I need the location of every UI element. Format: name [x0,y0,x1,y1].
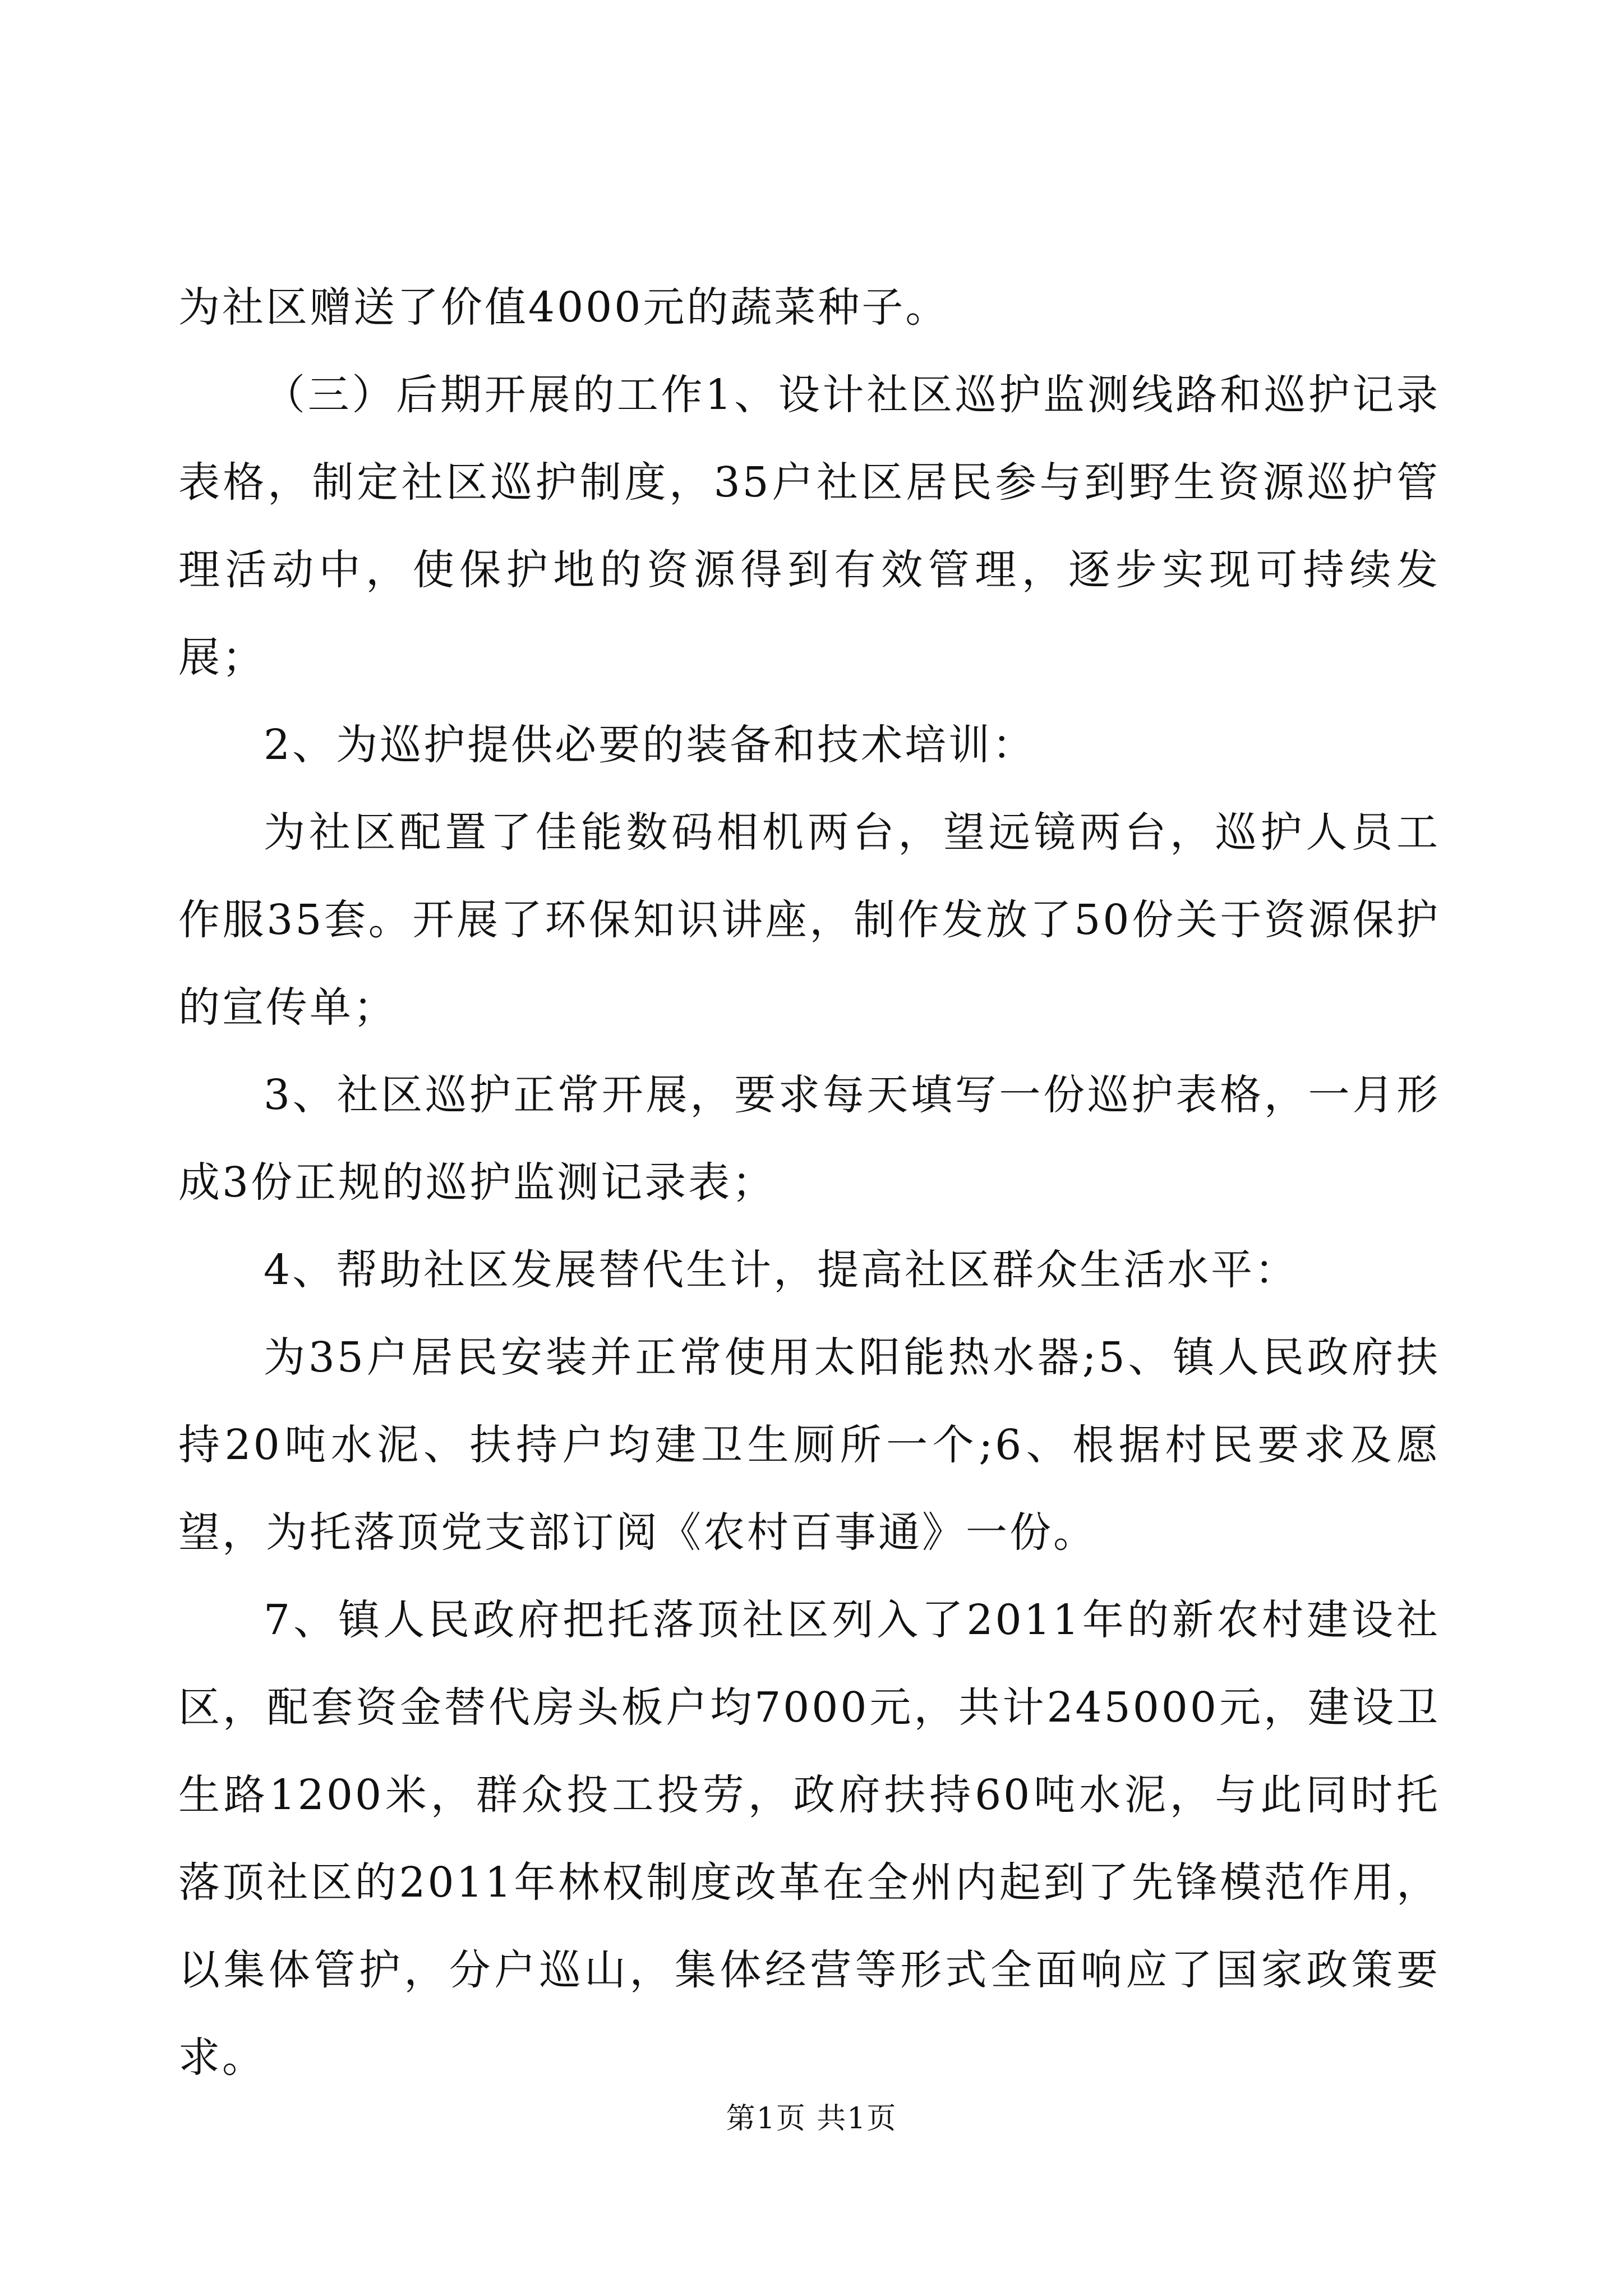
paragraph-3: 2、为巡护提供必要的装备和技术培训： [264,721,1036,769]
paragraph-7: 为35户居民安装并正常使用太阳能热水器;5、镇人民政府扶持20吨水泥、扶持户均建卫生厕所一个;6、根据村民要求及愿望，为托落顶党支部订阅《农村百事通》一份。 [178,1333,1440,1557]
paragraph-6: 4、帮助社区发展替代生计，提高社区群众生活水平： [264,1246,1299,1294]
paragraph-2: （三）后期开展的工作1、设计社区巡护监测线路和巡护记录表格，制定社区巡护制度，35户社区居民参与到野生资源巡护管理活动中，使保护地的资源得到有效管理，逐步实现可持续发展； [178,371,1440,682]
document-body [178,264,1440,2101]
paragraph-5: 3、社区巡护正常开展，要求每天填写一份巡护表格，一月形成3份正规的巡护监测记录表； [178,1071,1440,1207]
paragraph-8: 7、镇人民政府把托落顶社区列入了2011年的新农村建设社区，配套资金替代房头板户均7000元，共计245000元，建设卫生路1200米，群众投工投劳，政府扶持60吨水泥，与此同时托落顶社区的2011年林权制度改革在全州内起到了先锋模范作用，以集体管护，分户巡山，集体经营等形式全面响应了国家政策要求。 [178,1596,1440,2082]
paragraph-1: 为社区赠送了价值4000元的蔬菜种子。 [178,283,949,332]
page-footer: 第1页 共1页 [726,2102,897,2136]
paragraph-4: 为社区配置了佳能数码相机两台，望远镜两台，巡护人员工作服35套。开展了环保知识讲座，制作发放了50份关于资源保护的宣传单； [178,808,1440,1032]
